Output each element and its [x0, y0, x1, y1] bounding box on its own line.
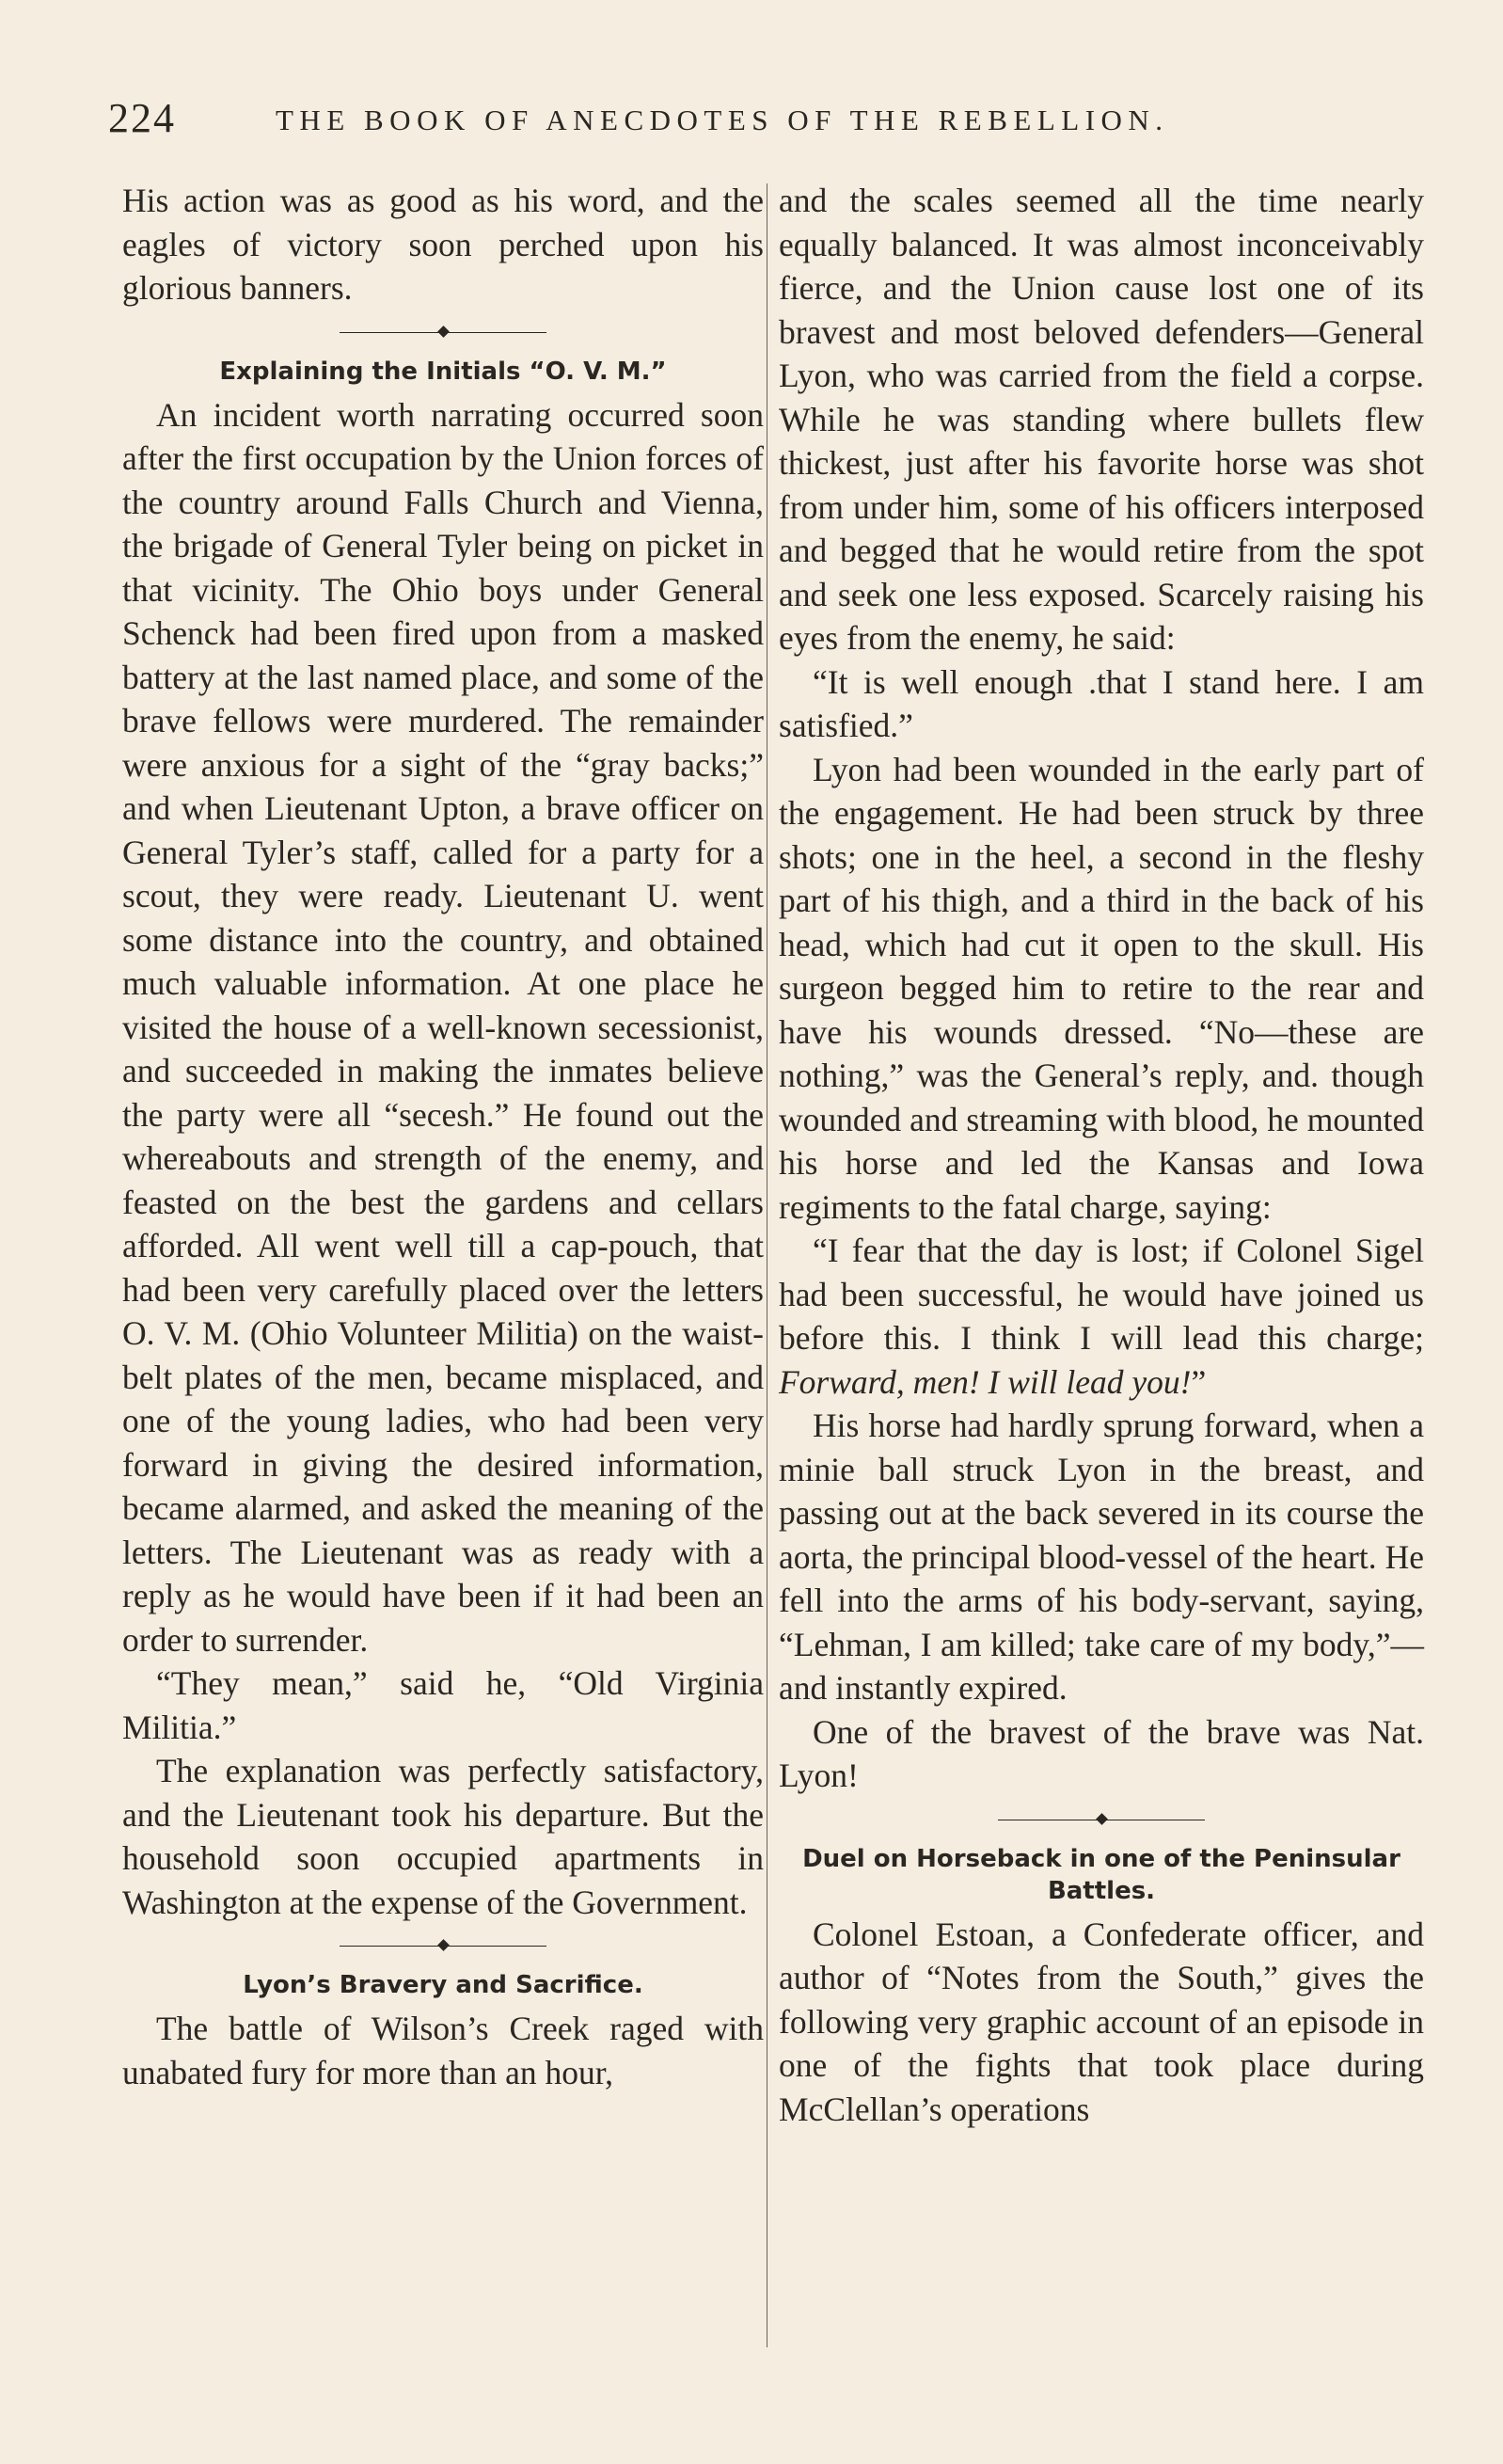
right-column — [779, 179, 1424, 2131]
quote-2-text: “I fear that the day is lost; if Colonel Sigel had been successful, he would have joined us before this. I think I will lead this charge; — [779, 1232, 1424, 1357]
paragraph-lyon-quote-1: “It is well enough .that I stand here. I am satisfied.” — [779, 662, 1424, 744]
quote-2-italic: Forward, men! I will lead you! — [779, 1362, 1192, 1401]
paragraph-lyon-4: One of the bravest of the brave was Nat. Lyon! — [779, 1712, 1424, 1794]
left-column — [122, 179, 764, 2094]
page-header — [108, 94, 1425, 147]
paragraph-lyon-3: His horse had hardly sprung forward, when a minie ball struck Lyon in the breast, and passing out at the back severed in its course the aorta, the principal blood-vessel of the heart. He fell into the arms of his body-servant, saying, “Lehman, I am killed; take care of my body,”— and instantly expired. — [779, 1407, 1424, 1707]
section-divider — [340, 1937, 546, 1956]
diamond-ornament-icon — [437, 1939, 450, 1951]
paragraph-lyon-quote-2 — [779, 1229, 1424, 1404]
paragraph-lyon-start: The battle of Wilson’s Creek raged with unabated fury for more than an hour, — [122, 2010, 764, 2091]
quote-2-close: ” — [1191, 1362, 1207, 1401]
paragraph-duel-1: Colonel Estoan, a Confederate officer, and author of “Notes from the South,” gives the following very graphic account of an episode in one of the fights that took place during McClellan’s operations — [779, 1915, 1424, 2128]
section-heading-duel: Duel on Horseback in one of the Peninsular Battles. — [802, 1844, 1400, 1905]
paragraph-lyon-continued: and the scales seemed all the time nearly equally balanced. It was almost inconceivably fierce, and the Union cause lost one of its bravest and most beloved defenders—General Lyon, who was carried from the field a corpse. While he was standing where bullets flew thickest, just after his favorite horse was shot from under him, some of his officers interposed and begged that he would retire from the spot and seek one less exposed. Scarcely raising his eyes from the enemy, he said: — [779, 182, 1424, 657]
section-divider — [998, 1811, 1205, 1830]
section-heading-lyon: Lyon’s Bravery and Sacrifice. — [243, 1971, 643, 1999]
paragraph-ovm-2: “They mean,” said he, “Old Virginia Militia.” — [122, 1664, 764, 1746]
diamond-ornament-icon — [1096, 1813, 1108, 1825]
section-divider — [340, 324, 546, 342]
section-heading-ovm: Explaining the Initials “O. V. M.” — [219, 357, 667, 386]
paragraph-ovm-1: An incident worth narrating occurred soon after the first occupation by the Union forces of the country around Falls Church and Vienna, the brigade of General Tyler being on picket in that vicinity. The Ohio boys under General Schenck had been fired upon from a masked battery at the last named place, and some of the brave fellows were murdered. The remainder were anxious for a sight of the “gray backs;” and when Lieutenant Upton, a brave officer on General Tyler’s staff, called for a party for a scout, they were ready. Lieutenant U. went some distance into the country, and obtained much valuable information. At one place he visited the house of a well-known secessionist, and succeeded in making the inmates believe the party were all “secesh.” He found out the whereabouts and strength of the enemy, and feasted on the best the gardens and cellars afforded. All went well till a cap-pouch, that had been very carefully placed over the letters O. V. M. (Ohio Volunteer Militia) on the waist-belt plates of the men, became misplaced, and one of the young ladies, who had been very forward in giving the desired information, became alarmed, and asked the meaning of the letters. The Lieutenant was as ready with a reply as he would have been if it had been an order to surrender. — [122, 395, 764, 1659]
paragraph-ovm-3: The explanation was perfectly satisfactory, and the Lieutenant took his departure. But the household soon occupied apartments in Washington at the expense of the Government. — [122, 1752, 764, 1921]
paragraph-lyon-2: Lyon had been wounded in the early part of the engagement. He had been struck by three shots; one in the heel, a second in the fleshy part of his thigh, and a third in the back of his head, which had cut it open to the skull. His surgeon begged him to retire to the rear and have his wounds dressed. “No—these are nothing,” was the General’s reply, and. though wounded and streaming with blood, he mounted his horse and led the Kansas and Iowa regiments to the fatal charge, saying: — [779, 750, 1424, 1226]
diamond-ornament-icon — [437, 326, 450, 338]
page-number: 224 — [108, 95, 176, 141]
running-title: THE BOOK OF ANECDOTES OF THE REBELLION. — [276, 103, 1169, 136]
paragraph-intro: His action was as good as his word, and the eagles of victory soon perched upon his glorious banners. — [122, 182, 764, 307]
